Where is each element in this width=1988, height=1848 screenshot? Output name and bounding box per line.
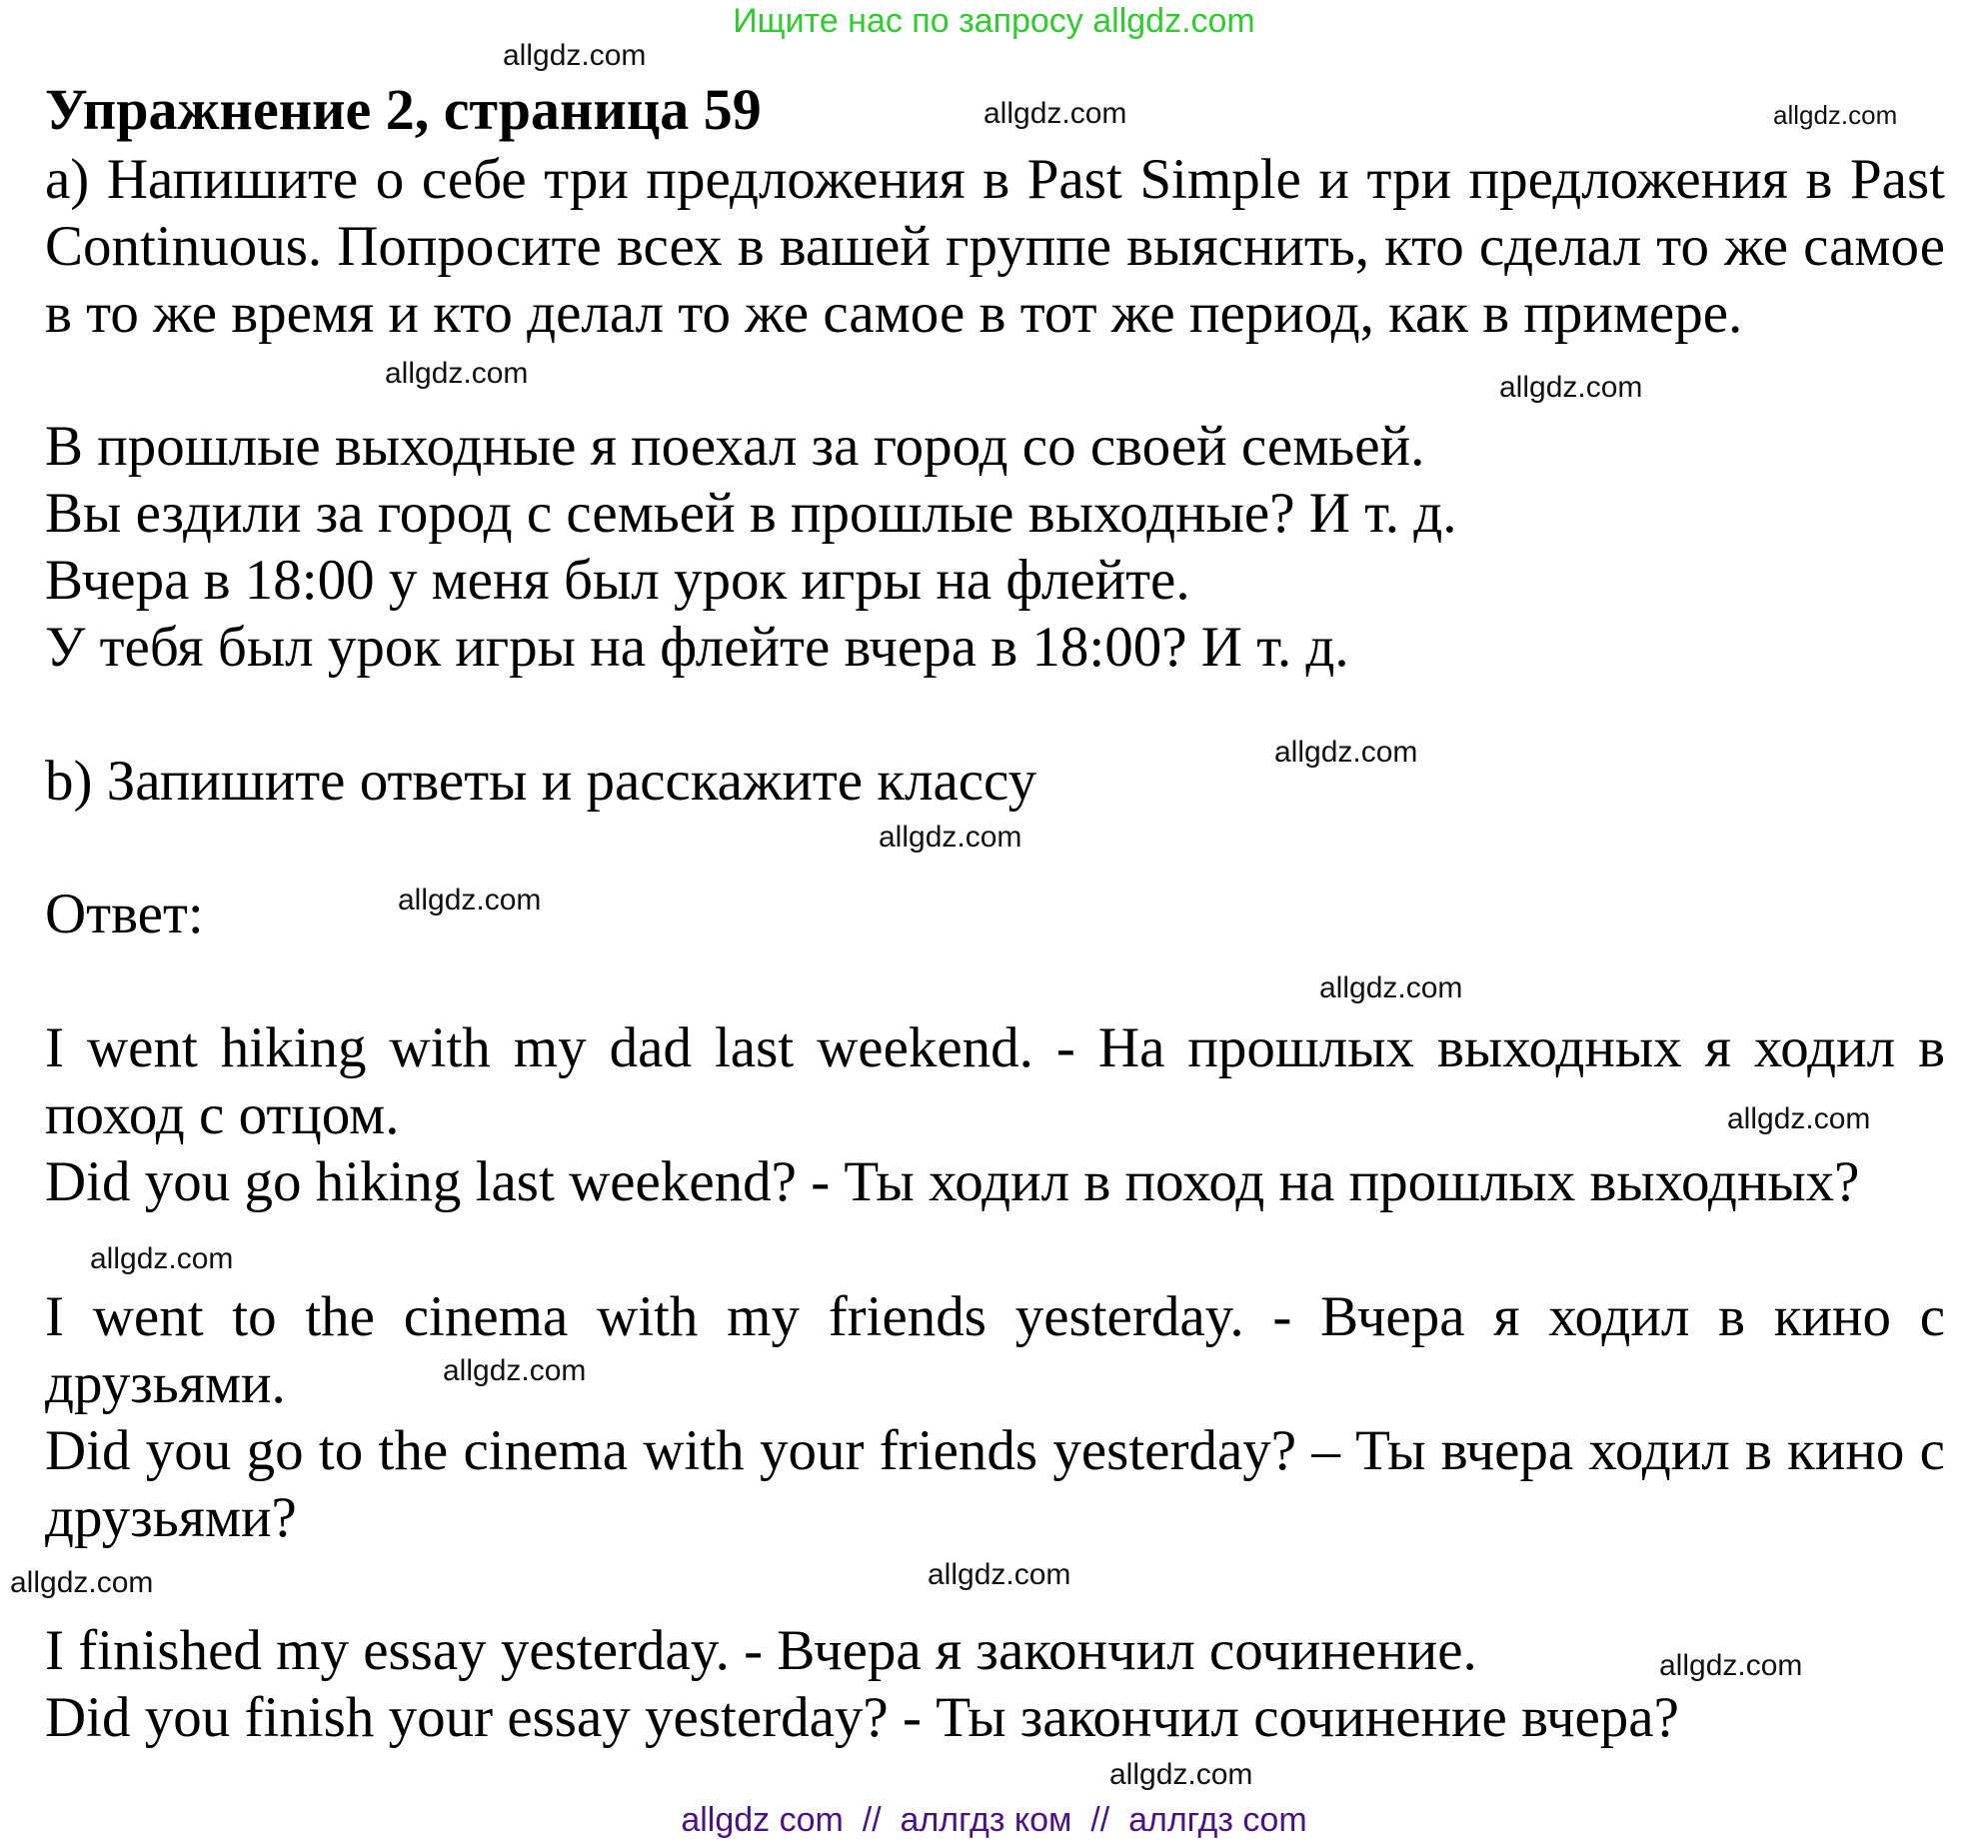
watermark: allgdz.com [1659, 1649, 1803, 1682]
watermark: allgdz.com [928, 1558, 1071, 1591]
watermark: allgdz.com [984, 97, 1127, 130]
watermark: allgdz.com [879, 821, 1022, 854]
watermark: allgdz.com [503, 39, 647, 72]
search-hint-link[interactable]: Ищите нас по запросу allgdz.com [733, 2, 1255, 40]
answer-item: Did you go to the cinema with your friends yesterday? – Ты вчера ходил в кино с друзьями? [45, 1419, 1945, 1549]
watermark: allgdz.com [10, 1566, 154, 1599]
example-line: Вчера в 18:00 у меня был урок игры на флейте. [45, 549, 1190, 612]
watermark: allgdz.com [1319, 971, 1463, 1004]
watermark: allgdz.com [1727, 1102, 1871, 1135]
example-line: В прошлые выходные я поехал за город со своей семьей. [45, 415, 1425, 478]
watermark: allgdz.com [1499, 371, 1643, 404]
answer-item: I finished my essay yesterday. - Вчера я закончил сочинение. [45, 1619, 1477, 1682]
watermark: allgdz.com [443, 1354, 587, 1387]
example-line: У тебя был урок игры на флейте вчера в 18:00? И т. д. [45, 616, 1349, 679]
watermark: allgdz.com [398, 884, 542, 917]
watermark: allgdz.com [385, 357, 529, 390]
answer-item: Did you go hiking last weekend? - Ты ходил в поход на прошлых выходных? [45, 1150, 1860, 1213]
task-a-text: a) Напишите о себе три предложения в Past Simple и три предложения в Past Continuous. Попросите всех в вашей группе выяснить, кто сделал то же самое в то же время и кто делал то же самое в тот же период, как в примере. [45, 148, 1945, 345]
exercise-title: Упражнение 2, страница 59 [45, 77, 762, 142]
watermark: allgdz.com [1274, 736, 1418, 769]
footer-links[interactable]: allgdz com // аллгдз ком // аллгдз com [681, 1801, 1307, 1839]
watermark: allgdz.com [1773, 100, 1898, 130]
answer-label: Ответ: [45, 883, 204, 945]
task-b-text: b) Запишите ответы и расскажите классу [45, 750, 1037, 813]
watermark: allgdz.com [1109, 1758, 1253, 1791]
answer-item: Did you finish your essay yesterday? - Ты закончил сочинение вчера? [45, 1686, 1679, 1749]
answer-item: I went to the cinema with my friends yesterday. - Вчера я ходил в кино с друзьями. [45, 1285, 1945, 1415]
answer-item: I went hiking with my dad last weekend. - На прошлых выходных я ходил в поход с отцом. [45, 1016, 1945, 1146]
example-line: Вы ездили за город с семьей в прошлые выходные? И т. д. [45, 482, 1457, 545]
watermark: allgdz.com [90, 1242, 234, 1275]
